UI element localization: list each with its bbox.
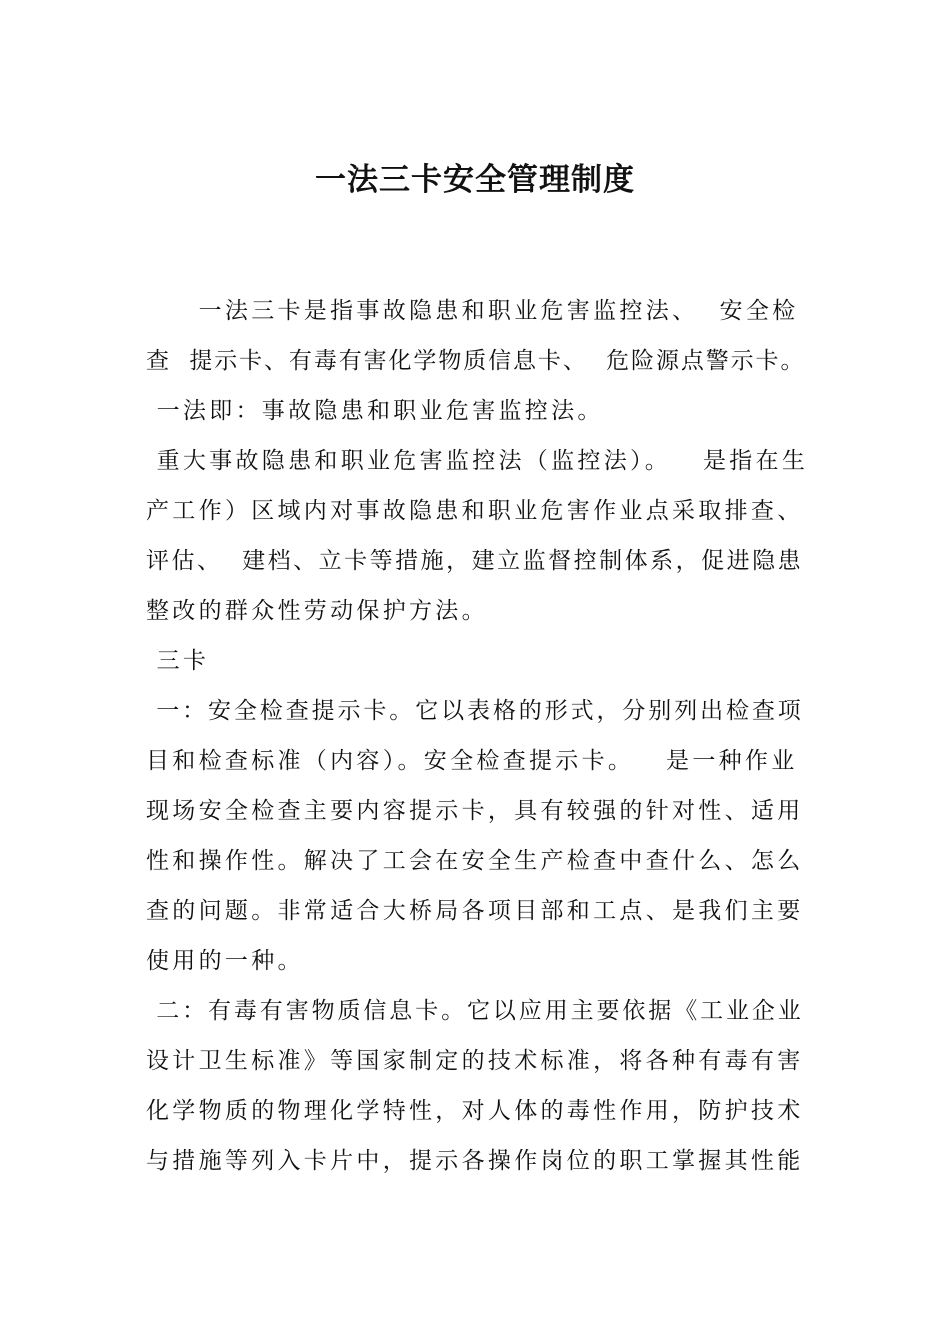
text-line: 与措施等列入卡片中，提示各操作岗位的职工掌握其性能 <box>146 1148 804 1174</box>
text-line: 评估、 建档、立卡等措施，建立监督控制体系，促进隐患 <box>146 548 804 574</box>
text-line: 整改的群众性劳动保护方法。 <box>146 598 488 624</box>
text-line: 产工作）区域内对事故隐患和职业危害作业点采取排查、 <box>146 498 804 524</box>
text-line: 三卡 <box>146 648 210 674</box>
text-line: 目和检查标准（内容）。安全检查提示卡。 是一种作业 <box>146 748 798 774</box>
text-line: 一：安全检查提示卡。它以表格的形式，分别列出检查项 <box>146 698 804 724</box>
text-line: 一法三卡是指事故隐患和职业危害监控法、 安全检 <box>146 298 799 324</box>
text-line: 一法即：事故隐患和职业危害监控法。 <box>146 398 604 424</box>
text-line: 性和操作性。解决了工会在安全生产检查中查什么、怎么 <box>146 848 804 874</box>
text-line: 设计卫生标准》等国家制定的技术标准，将各种有毒有害 <box>146 1048 804 1074</box>
text-line: 化学物质的物理化学特性，对人体的毒性作用，防护技术 <box>146 1098 804 1124</box>
document-title: 一法三卡安全管理制度 <box>315 162 635 198</box>
text-line: 二：有毒有害物质信息卡。它以应用主要依据《工业企业 <box>146 998 804 1024</box>
text-line: 重大事故隐患和职业危害监控法（监控法）。 是指在生 <box>146 448 809 474</box>
text-line: 使用的一种。 <box>146 948 304 974</box>
text-line: 现场安全检查主要内容提示卡，具有较强的针对性、适用 <box>146 798 804 824</box>
text-line: 查的问题。非常适合大桥局各项目部和工点、是我们主要 <box>146 898 804 924</box>
text-line: 查 提示卡、有毒有害化学物质信息卡、 危险源点警示卡。 <box>146 348 806 374</box>
